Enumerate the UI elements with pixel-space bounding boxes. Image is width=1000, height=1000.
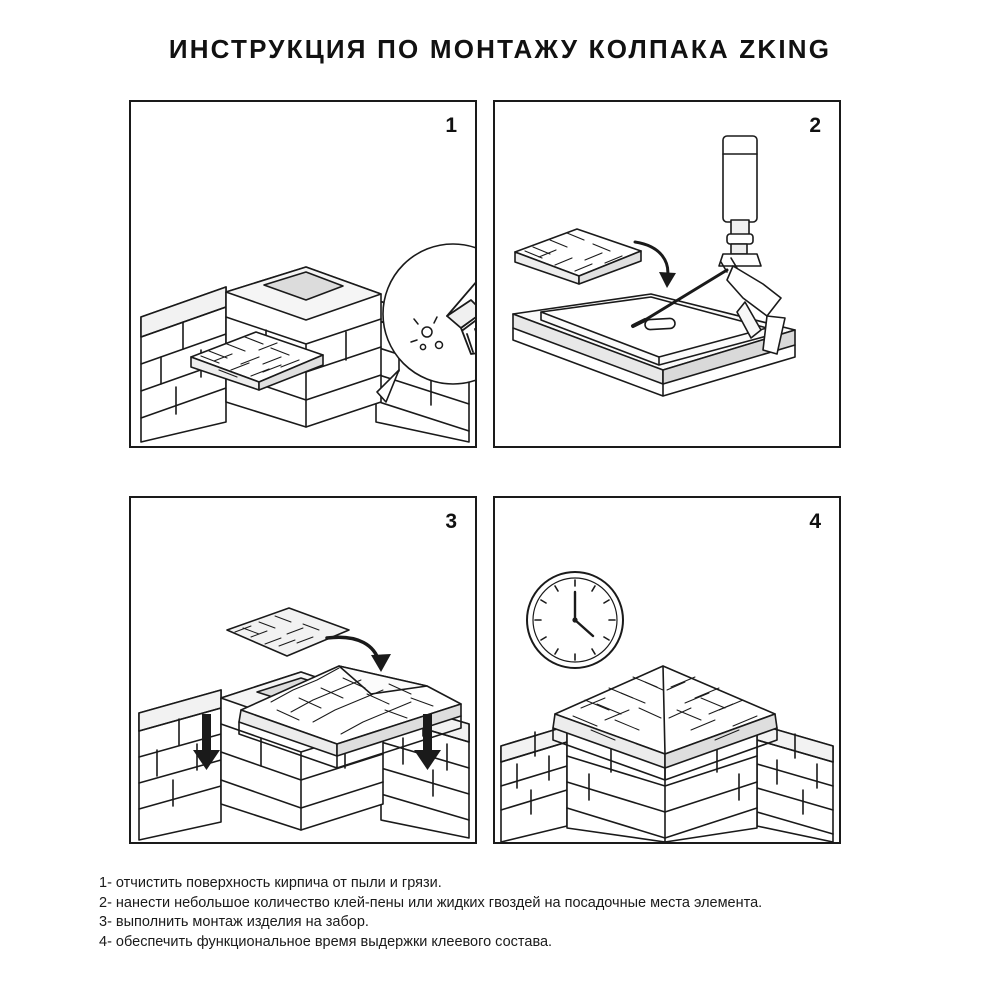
step-3-illustration <box>131 498 475 842</box>
broom-callout <box>377 244 475 402</box>
legend-line-1: 1- отчистить поверхность кирпича от пыли и грязи. <box>99 875 442 891</box>
step-number-3: 3 <box>445 510 457 533</box>
legend-line-4: 4- обеспечить функциональное время выдержки клеевого состава. <box>99 933 553 950</box>
step-number-4: 4 <box>809 510 821 533</box>
step-2-illustration <box>495 102 839 446</box>
step-number-2: 2 <box>809 114 821 137</box>
step-4-illustration <box>495 498 839 842</box>
step-panel-3 <box>129 496 477 844</box>
step-1-illustration <box>131 102 475 446</box>
legend-line-3: 3- выполнить монтаж изделия на забор. <box>99 914 369 930</box>
brick-wall-left <box>501 726 567 842</box>
cap-base-tray <box>513 294 795 396</box>
step-panel-4 <box>493 496 841 844</box>
chimney-cap-plate <box>515 229 641 284</box>
legend <box>99 874 929 952</box>
step-panel-1 <box>129 100 477 448</box>
curved-arrow-icon <box>635 242 676 288</box>
brick-wall-right <box>757 724 833 842</box>
step-panel-2 <box>493 100 841 448</box>
legend-line-2: 2- нанести небольшое количество клей-пены или жидких гвоздей на посадочные места элемента. <box>99 894 763 911</box>
step-number-1: 1 <box>445 114 457 137</box>
steps-grid <box>129 100 841 844</box>
clock-icon <box>527 572 623 668</box>
page-title: ИНСТРУКЦИЯ ПО МОНТАЖУ КОЛПАКА ZKING <box>168 34 832 64</box>
